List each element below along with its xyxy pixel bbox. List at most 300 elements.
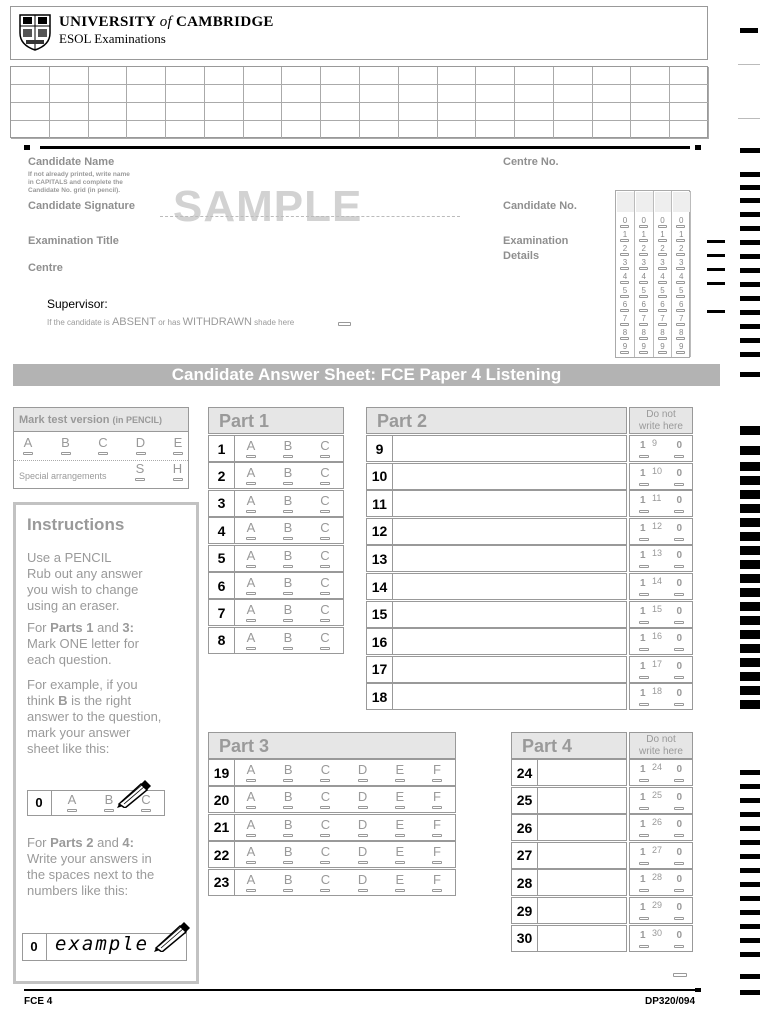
option-letter: C (320, 547, 330, 563)
shade-box (674, 703, 684, 706)
answer-option[interactable] (313, 548, 337, 568)
answer-input[interactable] (394, 684, 626, 709)
answer-option[interactable] (276, 520, 300, 540)
answer-input[interactable] (539, 926, 626, 951)
answer-input[interactable] (394, 491, 626, 516)
answer-option[interactable] (313, 844, 337, 864)
name-grid-cell[interactable] (593, 67, 632, 85)
answer-option[interactable] (239, 575, 263, 595)
shade-box[interactable] (676, 351, 685, 354)
shade-box[interactable] (676, 253, 685, 256)
special-option[interactable] (166, 461, 190, 481)
shade-box[interactable] (676, 309, 685, 312)
shade-box[interactable] (658, 337, 667, 340)
name-grid-cell[interactable] (89, 67, 128, 85)
shade-box[interactable] (620, 253, 629, 256)
name-grid-cell[interactable] (438, 85, 477, 103)
answer-input[interactable] (539, 815, 626, 840)
timing-mark (740, 798, 760, 803)
instruction-fragment: B (58, 693, 68, 708)
name-grid-cell[interactable] (631, 67, 670, 85)
answer-option[interactable] (239, 465, 263, 485)
answer-option[interactable] (276, 575, 300, 595)
answer-input[interactable] (539, 760, 626, 785)
name-grid-cell[interactable] (127, 85, 166, 103)
candidate-number-entry[interactable] (673, 192, 690, 212)
shade-box (246, 619, 256, 622)
shade-box (104, 809, 114, 812)
answer-option[interactable] (313, 575, 337, 595)
answer-input[interactable] (539, 843, 626, 868)
answer-input[interactable] (539, 898, 626, 923)
shade-box[interactable] (620, 239, 629, 242)
answer-option[interactable] (276, 465, 300, 485)
name-grid-cell[interactable] (127, 67, 166, 85)
shade-box[interactable] (639, 323, 648, 326)
answer-option[interactable] (425, 872, 449, 892)
name-grid-cell[interactable] (11, 103, 50, 121)
name-grid-cell[interactable] (438, 121, 477, 139)
name-grid-cell[interactable] (166, 121, 205, 139)
part-3-row (208, 841, 456, 868)
answer-input[interactable] (394, 464, 626, 489)
option-letter: A (246, 575, 256, 590)
answer-option[interactable] (425, 789, 449, 809)
name-grid-cell[interactable] (670, 103, 709, 121)
version-option[interactable] (16, 435, 40, 455)
special-option[interactable] (128, 461, 152, 481)
shade-box (639, 917, 649, 920)
question-number: 23 (209, 870, 235, 895)
answer-option[interactable] (276, 789, 300, 809)
name-grid-cell[interactable] (11, 121, 50, 139)
name-grid-cell[interactable] (438, 103, 477, 121)
timing-mark (707, 240, 725, 243)
candidate-number-digit: 1 (622, 230, 628, 239)
part-1-heading: Part 1 (208, 407, 344, 434)
name-grid-cell[interactable] (360, 103, 399, 121)
shade-box[interactable] (658, 295, 667, 298)
option-letter: B (283, 816, 293, 832)
absent-shade-box[interactable] (338, 322, 351, 326)
part-1-row (208, 599, 344, 626)
answer-input[interactable] (394, 546, 626, 571)
name-grid-cell[interactable] (11, 85, 50, 103)
candidate-number-entry[interactable] (636, 192, 653, 212)
shade-box (320, 537, 330, 540)
answer-option[interactable] (239, 602, 263, 622)
answer-option[interactable] (425, 817, 449, 837)
name-grid-cell[interactable] (244, 85, 283, 103)
name-grid-cell[interactable] (50, 103, 89, 121)
answer-option[interactable] (388, 844, 412, 864)
name-grid-cell[interactable] (399, 85, 438, 103)
shade-box[interactable] (639, 281, 648, 284)
do-not-write-cell (629, 869, 693, 896)
name-grid-cell[interactable] (399, 67, 438, 85)
shade-box (639, 889, 649, 892)
dnw-question-number: 29 (652, 900, 663, 910)
part-2-row (366, 601, 627, 628)
name-grid-cell[interactable] (515, 67, 554, 85)
timing-mark (740, 770, 760, 775)
answer-option[interactable] (313, 493, 337, 513)
name-grid-cell[interactable] (282, 85, 321, 103)
answer-option[interactable] (313, 872, 337, 892)
shade-box (320, 619, 330, 622)
dnw-zero: 0 (676, 550, 682, 562)
candidate-number-entry[interactable] (617, 192, 634, 212)
shade-box (246, 806, 256, 809)
shade-box[interactable] (639, 225, 648, 228)
version-option[interactable] (166, 435, 190, 455)
timing-mark (707, 282, 725, 285)
name-grid-cell[interactable] (476, 67, 515, 85)
question-number: 5 (209, 546, 235, 571)
version-letter: A (23, 435, 33, 450)
name-grid-cell[interactable] (166, 103, 205, 121)
shade-box (639, 593, 649, 596)
answer-option[interactable] (239, 817, 263, 837)
name-grid-cell[interactable] (50, 67, 89, 85)
candidate-number-entry[interactable] (655, 192, 672, 212)
name-grid-cell[interactable] (50, 121, 89, 139)
option-letter: A (246, 629, 256, 645)
candidate-name-note-1: If not already printed, write name (28, 171, 130, 178)
dnw-one: 1 (640, 819, 646, 831)
pencil-icon (115, 778, 151, 808)
shade-box[interactable] (620, 281, 629, 284)
timing-mark (740, 172, 760, 177)
name-grid-cell[interactable] (89, 121, 128, 139)
sample-watermark: SAMPLE (173, 182, 363, 231)
shade-box[interactable] (658, 351, 667, 354)
shade-box[interactable] (639, 267, 648, 270)
name-grid-cell[interactable] (399, 121, 438, 139)
name-grid-cell[interactable] (593, 121, 632, 139)
answer-option[interactable] (313, 817, 337, 837)
name-grid-cell[interactable] (89, 85, 128, 103)
answer-option[interactable] (239, 630, 263, 650)
shade-box[interactable] (676, 225, 685, 228)
answer-option[interactable] (239, 520, 263, 540)
name-grid-cell[interactable] (476, 85, 515, 103)
name-grid-cell[interactable] (282, 67, 321, 85)
name-grid-cell[interactable] (515, 103, 554, 121)
name-grid-cell[interactable] (244, 103, 283, 121)
name-grid-cell[interactable] (244, 121, 283, 139)
answer-input[interactable] (394, 602, 626, 627)
name-grid-cell[interactable] (670, 121, 709, 139)
dnw-one: 1 (640, 846, 646, 858)
version-option[interactable] (54, 435, 78, 455)
name-grid-cell[interactable] (554, 85, 593, 103)
dnw-question-number: 25 (652, 789, 663, 800)
name-grid-cell[interactable] (360, 67, 399, 85)
timing-mark (740, 882, 760, 887)
answer-option[interactable] (388, 817, 412, 837)
shade-box (674, 455, 684, 458)
name-grid-cell[interactable] (670, 85, 709, 103)
answer-input[interactable] (394, 436, 626, 461)
dnw-text-2: write here (639, 421, 683, 432)
name-grid-cell[interactable] (89, 103, 128, 121)
shade-box[interactable] (658, 239, 667, 242)
shade-box[interactable] (639, 239, 648, 242)
question-number: 13 (367, 546, 393, 571)
version-option[interactable] (129, 435, 153, 455)
name-grid-cell[interactable] (670, 67, 709, 85)
option-letter: C (320, 844, 331, 860)
answer-option[interactable] (276, 438, 300, 458)
timing-mark (740, 840, 760, 845)
shade-box[interactable] (676, 323, 685, 326)
answer-option[interactable] (351, 789, 375, 809)
name-grid-cell[interactable] (399, 103, 438, 121)
name-grid-cell[interactable] (515, 85, 554, 103)
answer-input[interactable] (539, 788, 626, 813)
shade-box (674, 945, 684, 948)
shade-box[interactable] (658, 253, 667, 256)
name-grid-cell[interactable] (205, 67, 244, 85)
shade-box[interactable] (676, 295, 685, 298)
name-grid-cell[interactable] (321, 67, 360, 85)
question-number: 29 (512, 898, 538, 923)
shade-box[interactable] (620, 351, 629, 354)
timing-mark (740, 148, 760, 153)
shade-box (639, 510, 649, 513)
instruction-fragment: Parts 2 (50, 835, 94, 850)
shade-box[interactable] (639, 253, 648, 256)
dnw-question-number: 28 (652, 872, 663, 883)
name-grid-cell[interactable] (127, 121, 166, 139)
answer-option[interactable] (276, 817, 300, 837)
dnw-text-1: Do not (646, 734, 676, 745)
shade-box (283, 889, 293, 892)
shade-box (320, 834, 330, 837)
shade-box[interactable] (639, 309, 648, 312)
answer-option[interactable] (388, 762, 412, 782)
name-grid-cell[interactable] (321, 121, 360, 139)
dnw-zero: 0 (676, 929, 682, 941)
answer-option[interactable] (425, 844, 449, 864)
name-grid-cell[interactable] (127, 103, 166, 121)
candidate-number-grid[interactable] (615, 190, 690, 358)
timing-mark (740, 910, 760, 915)
sheet-title-banner: Candidate Answer Sheet: FCE Paper 4 Listening (13, 364, 720, 386)
shade-box (320, 510, 330, 513)
shade-box[interactable] (658, 225, 667, 228)
part-3-row (208, 759, 456, 786)
dnw-question-number: 27 (652, 844, 663, 855)
shade-box (358, 834, 368, 837)
timing-mark (740, 812, 760, 817)
name-grid-cell[interactable] (166, 85, 205, 103)
answer-input[interactable] (394, 519, 626, 544)
candidate-number-digit: 0 (622, 216, 628, 225)
do-not-write-cell (629, 545, 693, 572)
answer-option[interactable] (313, 789, 337, 809)
answer-option[interactable] (276, 844, 300, 864)
example-2-word: example (55, 933, 150, 955)
end-shade-box[interactable] (673, 973, 687, 977)
option-letter: D (357, 789, 368, 805)
dnw-one: 1 (640, 633, 646, 645)
name-grid-cell[interactable] (166, 67, 205, 85)
name-grid-cell[interactable] (554, 121, 593, 139)
answer-option[interactable] (276, 602, 300, 622)
answer-option[interactable] (313, 630, 337, 650)
answer-option[interactable] (313, 762, 337, 782)
dnw-question-number: 17 (652, 658, 663, 669)
option-letter: F (433, 816, 441, 832)
name-grid-cell[interactable] (321, 85, 360, 103)
version-option[interactable] (91, 435, 115, 455)
answer-option[interactable] (276, 493, 300, 513)
answer-option[interactable] (239, 762, 263, 782)
shade-box[interactable] (620, 225, 629, 228)
name-grid-cell[interactable] (554, 67, 593, 85)
answer-option[interactable] (313, 520, 337, 540)
option-letter: D (357, 816, 368, 832)
part-3-row (208, 814, 456, 841)
option-letter: A (246, 789, 256, 805)
name-grid-cell[interactable] (282, 103, 321, 121)
header-divider (40, 146, 690, 149)
name-grid-cell[interactable] (476, 121, 515, 139)
name-grid-cell[interactable] (244, 67, 283, 85)
shade-box[interactable] (658, 267, 667, 270)
answer-input[interactable] (394, 574, 626, 599)
shade-box (432, 834, 442, 837)
shade-box[interactable] (658, 323, 667, 326)
name-grid-cell[interactable] (360, 121, 399, 139)
shade-box[interactable] (676, 281, 685, 284)
candidate-number-digit: 0 (641, 216, 646, 225)
name-grid-cell[interactable] (631, 103, 670, 121)
name-grid-cell[interactable] (50, 85, 89, 103)
name-grid-cell[interactable] (515, 121, 554, 139)
answer-input[interactable] (539, 870, 626, 895)
timing-mark (740, 352, 760, 357)
test-version-label: Mark test version (19, 414, 110, 426)
question-number: 28 (512, 870, 538, 895)
dnw-zero: 0 (676, 846, 682, 858)
name-grid-cell[interactable] (205, 103, 244, 121)
name-grid-cell[interactable] (205, 85, 244, 103)
part-1-row (208, 627, 344, 654)
option-letter: B (283, 629, 293, 645)
university-name (59, 14, 274, 31)
shade-box[interactable] (658, 281, 667, 284)
name-grid-cell[interactable] (438, 67, 477, 85)
answer-option[interactable] (239, 789, 263, 809)
signature-line[interactable] (160, 216, 460, 217)
answer-option[interactable] (313, 438, 337, 458)
name-grid-cell[interactable] (554, 103, 593, 121)
answer-option[interactable] (239, 548, 263, 568)
dnw-question-number: 30 (652, 927, 663, 938)
shade-box[interactable] (620, 337, 629, 340)
shade-box (358, 861, 368, 864)
shade-box[interactable] (639, 295, 648, 298)
shade-box (674, 807, 684, 810)
answer-option[interactable] (239, 872, 263, 892)
name-grid-cell[interactable] (631, 85, 670, 103)
version-letter: D (135, 435, 146, 450)
centre-label: Centre (28, 262, 63, 274)
answer-input[interactable] (394, 629, 626, 654)
name-grid-cell[interactable] (631, 121, 670, 139)
shade-box[interactable] (676, 337, 685, 340)
answer-input[interactable] (394, 657, 626, 682)
shade-box[interactable] (658, 309, 667, 312)
name-grid-cell[interactable] (11, 67, 50, 85)
footer-left: FCE 4 (24, 996, 53, 1007)
shade-box[interactable] (620, 267, 629, 270)
answer-option[interactable] (351, 762, 375, 782)
name-grid-cell[interactable] (593, 103, 632, 121)
answer-option[interactable] (388, 872, 412, 892)
version-divider (14, 460, 188, 461)
dnw-zero: 0 (676, 495, 682, 507)
answer-option[interactable] (239, 438, 263, 458)
shade-box[interactable] (639, 337, 648, 340)
shade-box (320, 647, 330, 650)
answer-option[interactable] (313, 465, 337, 485)
absent-text-1: If the candidate is (47, 318, 110, 327)
answer-option[interactable] (313, 602, 337, 622)
shade-box[interactable] (676, 239, 685, 242)
answer-option[interactable] (425, 762, 449, 782)
shade-box[interactable] (676, 267, 685, 270)
shade-box (173, 452, 183, 455)
answer-option[interactable] (239, 844, 263, 864)
name-grid-cell[interactable] (282, 121, 321, 139)
example-letter: A (67, 792, 77, 807)
part-4-dnw-header (629, 732, 693, 759)
do-not-write-cell (629, 759, 693, 786)
shade-box[interactable] (639, 351, 648, 354)
shade-box[interactable] (620, 295, 629, 298)
answer-option[interactable] (351, 872, 375, 892)
answer-option[interactable] (276, 548, 300, 568)
answer-option[interactable] (276, 630, 300, 650)
answer-option[interactable] (351, 817, 375, 837)
answer-option[interactable] (276, 872, 300, 892)
answer-option[interactable] (239, 493, 263, 513)
answer-option[interactable] (276, 762, 300, 782)
answer-option[interactable] (388, 789, 412, 809)
name-grid-cell[interactable] (360, 85, 399, 103)
option-letter: C (320, 438, 330, 453)
candidate-number-digit: 4 (660, 272, 665, 281)
shade-box (639, 621, 649, 624)
dnw-question-number: 26 (652, 817, 663, 828)
candidate-number-digit: 8 (622, 328, 628, 337)
candidate-name-grid[interactable] (10, 66, 708, 138)
name-grid-cell[interactable] (476, 103, 515, 121)
dnw-one: 1 (640, 791, 646, 803)
do-not-write-cell (629, 897, 693, 924)
shade-box[interactable] (620, 323, 629, 326)
timing-mark (740, 296, 760, 301)
shade-box[interactable] (620, 309, 629, 312)
name-grid-cell[interactable] (205, 121, 244, 139)
name-grid-cell[interactable] (321, 103, 360, 121)
name-grid-cell[interactable] (593, 85, 632, 103)
answer-option[interactable] (351, 844, 375, 864)
